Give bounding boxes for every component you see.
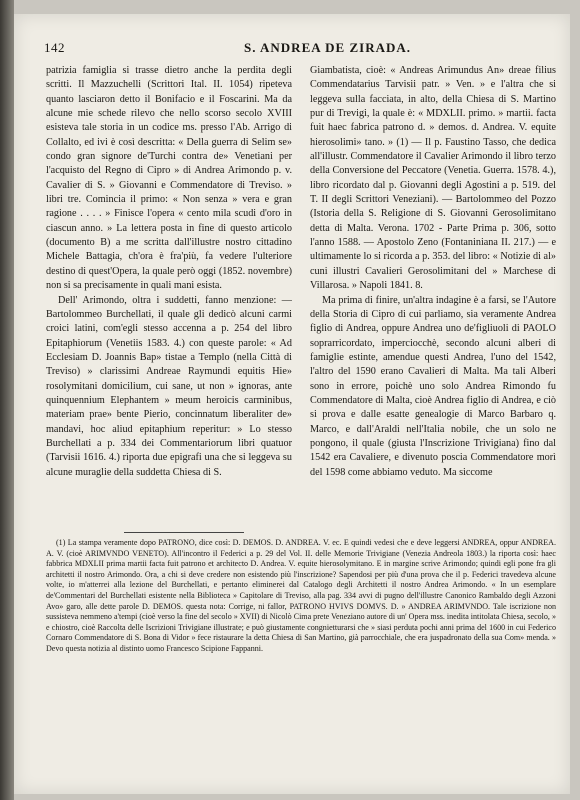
page-header [44, 40, 564, 58]
running-title: S. ANDREA DE ZIRADA. [244, 40, 411, 55]
paragraph: Ma prima di finire, un'altra indagine è a farsi, se l'Autore della Storia di Cipro di cui parliamo, sia veramente Andrea figlio di Andrea, oppure Andrea uno de'figliuoli di PAOLO soprarricordato, imperciocchè, secondo alcuni alberi di famiglie estinte, amendue questi Andrea, l'uno del 1542, l'altro del 1590 erano Cavalieri di Malta. Ma tali Alberi sono in errore, poichè uno solo Andrea Rimondo fu Commendatore di Malta, cioè Andrea figlio di Andrea, e ciò si prova e dalle esatte genealogie di Marco Barbaro q. Marco, e dall'Araldi nell'Italia nobile, che un solo ne pongono, il quale (giusta l'Inscrizione Trivigiana) fino dal 1542 era Cavaliere, e divenuto poscia Commendatore morì del 1598 come abbiamo veduto. Ma siccome [310, 294, 556, 478]
right-column [310, 64, 556, 480]
paragraph: patrizia famiglia si trasse dietro anche la perdita degli scritti. Il Mazzuchelli (Scrittori Ital. II. 1054) ripeteva quanto lasciaron detto il Bonifacio e il Foscarini. Ma da alcune mie schede rilevo che nello scorso secolo XVIII esisteva tale storia in un codice ms. presso l'Ab. Arrigo di Collalto, ed ivi è così descritta: « Della guerra di Selim se» condo gran signore de'Turchi contra de» Venetiani per l'acquisto del Regno di Cipro » di Andrea Arimondo p. v. Cavalier di S. » Giovanni e Commendatore di Treviso. » libri tre. Comincia il primo: « Non senza » vera e gran ragione . . . . » Finisce l'opera « cento mila scudi d'oro in ciascun anno. » La lettera posta in fine di questo articolo (documento B) a me scritta dall'illustre nostro cittadino Michele Battagia, ch'ora è fra'più, fa vedere l'ulteriore destino di quest'Opera, la quale però oggi (1852. novembre) non si sa precisamente in quali mani esista. [46, 65, 292, 292]
book-page [14, 14, 570, 794]
footnote [46, 538, 556, 655]
footnote-rule [124, 532, 244, 533]
footnote-text: (1) La stampa veramente dopo PATRONO, dice così: D. DEMOS. D. ANDREA. V. ec. E quindi vedesi che e deve leggersi ANDREA, oppur ANDREA. A. V. (cioè ARIMVNDO VENETO). All'incontro il Federici a p. 29 del Vol. II. delle Memorie Trivigiane (Venezia Andreola 1803.) la riporta così: haec fabbrica MDXLII prima martii facta fuit patrono et architecto D. Andrea. V. equite hierosolymitano. E in margine scrive Arimondo; quindi egli pone fra gli architetti il nostro Arimondo. Ora, a chi si deve credere non esistendo più l'inscrizione? Sapendosi per più d'una prova che il p. Federici travedeva alcune volte, io m'atterrei alla lezione del Burchellati, e pertanto eliminerei dal Catalogo degli Architetti il nostro Andrea Arimondo. « In un esemplare de'Commentari del Burchellati esistente nella Biblioteca » Capitolare di Treviso, alla pag. 334 avvi di pugno dell'illustre Canonico Rambaldo degli Azzoni Avo» garo, alle dette parole D. DEMOS. questa nota: Corrige, ni fallor, PATRONO HVIVS DOMVS. D. » ANDREA ARIMVNDO. Tale iscrizione non sussisteva nemmeno a'tempi (cioè verso la fine del secolo » XVII) di Nicolò Cima prete Veneziano autore di un' Opera mss. inedita intitolata Chiesa, secolo, » e chiostro, cioè Raccolta delle Iscrizioni Trivigiane illustrate; e può giustamente congnietturarsi che » siasi perduta pochi anni prima del 1600 in cui Federico Cornaro Commendatore di S. Bona di Vidor » fece ristaurare la detta Chiesa di San Martino, già parrocchiale, che era juspadronato della sua Com» menda. » Devo questa notizia al distinto uomo Francesco Scipione Fappanni. [46, 538, 556, 653]
paragraph: Giambatista, cioè: « Andreas Arimundus An» dreae filius Commendatarius Tarvisii patr. » Ven. » e l'altra che si leggeva sulla facciata, in alto, della Chiesa di S. Martino pur di Trevigi, la quale è: « MDXLII. primo. » martii. facta fuit haec fabrica patrono d. » demos. d. Andrea. V. equite hierosolimi» tano. » (1) — Il p. Faustino Tasso, che dedica all'illustr. Commendatore il Cavalier Arimondo il libro terzo della Conversione del Peccatore (Venetia. Guerra. 1578. 4.), libro ricordato dal p. Giovanni degli Agostini a p. 519. del T. II degli Scrittori Veneziani). — Bartolommeo del Pozzo (Istoria della S. Religione di S. Giovanni Gerosolimitano detta di Malta. Verona. 1702 - Parte Prima p. 306, sotto l'anno 1588. — Apostolo Zeno (Fontaniniana II. 217.) — e ultimamente lo si ricorda a p. 353. del libro: « Notizie di al» cuni illustri Cavalieri Gerosolimitani del » Marchese di Villarosa. » Napoli 1841. 8. [310, 65, 556, 292]
left-column [46, 64, 292, 480]
paragraph: Dell' Arimondo, oltra i suddetti, fanno menzione: — Bartolommeo Burchellati, il quale gli dedicò alcuni carmi croici latini, com'egli stesso accenna a p. 254 del libro Epitaphiorum (Venetiis 1583. 4.) con queste parole: « Ad Ecclesiam D. Joannis Bap» tistae a Templo (nella Città di Treviso) » clarissimi Andreae Raymundi equitis Hie» rosolymitani domicilium, cui sane, ut non » ignoras, ante quinquennium Elephantem » meum heroicis carminibus, materiam prae» bente Pierio, concinnatum liberaliter de» mandavi, hoc aliud epitaphium reperitur: » Lo stesso Burchellati a p. 334 dei Commentariorum libri quatuor (Tarvisii 1616. 4.) riporta due epigrafi una che si leggeva su alcune muraglie della suddetta Chiesa di S. [46, 294, 292, 478]
page-number: 142 [44, 40, 65, 55]
binding-shadow [0, 0, 14, 800]
